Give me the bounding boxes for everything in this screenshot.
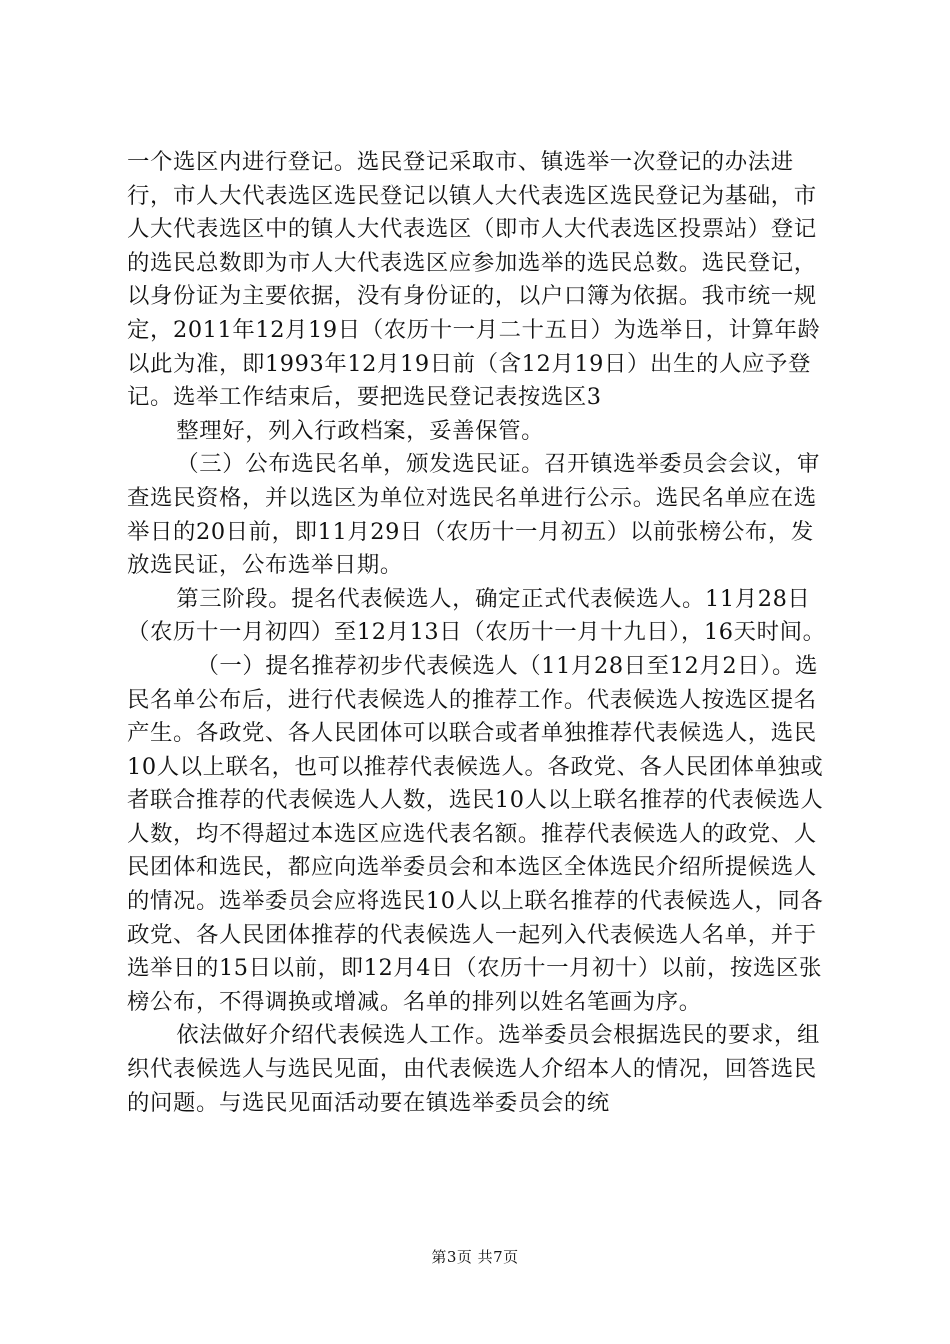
- paragraph-stage-three: 第三阶段。提名代表候选人，确定正式代表候选人。11月28日（农历十一月初四）至12月13日（农历十一月十九日），16天时间。: [127, 585, 826, 646]
- paragraph-publish-voter-list: （三）公布选民名单，颁发选民证。召开镇选举委员会会议，审查选民资格，并以选区为单位对选民名单进行公示。选民名单应在选举日的20日前，即11月29日（农历十一月初五）以前张榜公布，发放选民证，公布选举日期。: [127, 451, 821, 579]
- paragraph-voter-registration: 一个选区内进行登记。选民登记采取市、镇选举一次登记的办法进行，市人大代表选区选民登记以镇人大代表选区选民登记为基础，市人大代表选区中的镇人大代表选区（即市人大代表选区投票站）登记的选民总数即为市人大代表选区应参加选举的选民总数。选民登记，以身份证为主要依据，没有身份证的，以户口簿为依据。我市统一规定，2011年12月19日（农历十一月二十五日）为选举日，计算年龄以此为准，即1993年12月19日前（含12月19日）出生的人应予登记。选举工作结束后，要把选民登记表按选区3: [127, 149, 821, 411]
- document-body: [127, 146, 829, 1120]
- paragraph-archive: 整理好，列入行政档案，妥善保管。: [176, 417, 545, 444]
- paragraph-nominate-candidates: （一）提名推荐初步代表候选人（11月28日至12月2日）。选民名单公布后，进行代表候选人的推荐工作。代表候选人按选区提名产生。各政党、各人民团体可以联合或者单独推荐代表候选人，选民10人以上联名，也可以推荐代表候选人。各政党、各人民团体单独或者联合推荐的代表候选人人数，选民10人以上联名推荐的代表候选人人数，均不得超过本选区应选代表名额。推荐代表候选人的政党、人民团体和选民，都应向选举委员会和本选区全体选民介绍所提候选人的情况。选举委员会应将选民10人以上联名推荐的代表候选人，同各政党、各人民团体推荐的代表候选人一起列入代表候选人名单，并于选举日的15日以前，即12月4日（农历十一月初十）以前，按选区张榜公布，不得调换或增减。名单的排列以姓名笔画为序。: [127, 652, 824, 1015]
- paragraph-introduce-candidates: 依法做好介绍代表候选人工作。选举委员会根据选民的要求，组织代表候选人与选民见面，由代表候选人介绍本人的情况，回答选民的问题。与选民见面活动要在镇选举委员会的统: [127, 1022, 821, 1116]
- page-number: 第3页 共7页: [431, 1248, 519, 1266]
